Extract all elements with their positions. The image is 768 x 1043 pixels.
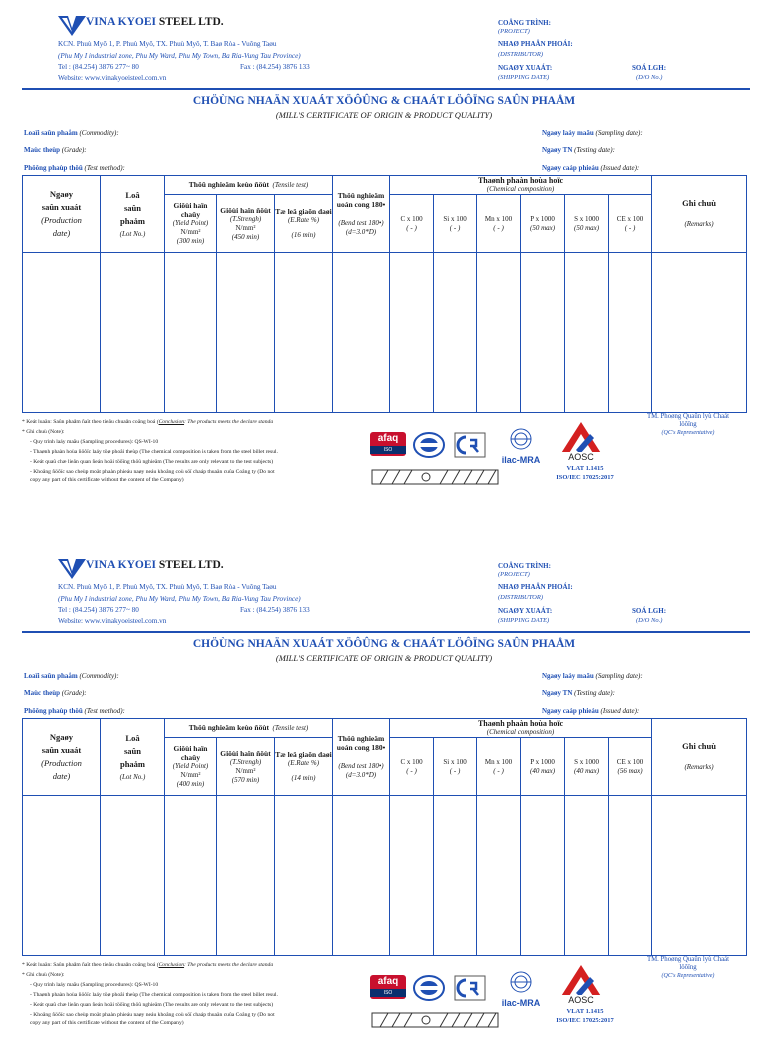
chem-si-cell[interactable] (434, 796, 477, 956)
chem-c-cell[interactable] (390, 796, 434, 956)
notes-block (22, 960, 382, 1028)
iso-standard: ISO/IEC 17025:2017 (556, 474, 614, 481)
note-header: * Ghi chuù (Note): (22, 429, 65, 435)
commodity-field: Loaïi saûn phaåm (Commodity): (24, 672, 119, 680)
chem-p-header: P x 1000 (50 max) (521, 195, 565, 253)
rebar-illustration-icon (370, 1009, 500, 1031)
project-label: COÂNG TRÌNH: (498, 19, 551, 27)
distributor-label: NHAØ PHAÂN PHOÁI: (498, 40, 573, 48)
remarks-cell[interactable] (652, 796, 747, 956)
testing-date-field: Ngaøy TN (Testing date): (542, 689, 615, 697)
iso-standard: ISO/IEC 17025:2017 (556, 1017, 614, 1024)
chem-p-cell[interactable] (521, 253, 565, 413)
chem-si-header: Si x 100 ( - ) (434, 738, 477, 796)
header-divider (22, 631, 750, 633)
certificate-subtitle: (MILL'S CERTIFICATE OF ORIGIN & PRODUCT QUALITY) (275, 653, 493, 663)
tensile-test-header: Thöû nghieäm keùo ñöùt (Tensile test) (165, 176, 333, 195)
certificate (0, 0, 768, 500)
afaq-logo-icon: afaq ISO (370, 432, 406, 456)
lot-number-cell[interactable] (101, 796, 165, 956)
yield-point-header: Giôùi haïn chaûy (Yield Point) N/mm² (400 min) (165, 738, 217, 796)
chem-p-header: P x 1000 (40 max) (521, 738, 565, 796)
note-line: - Quy trình laáy maãu (Sampling procedures): QS-WI-10 (30, 982, 159, 988)
shipping-date-label: NGAØY XUAÁT: (498, 64, 553, 72)
production-date-cell[interactable] (23, 253, 101, 413)
company-address-en: (Phu My I industrial zone, Phu My Ward, Phu My Town, Ba Ria-Vung Tau Province) (58, 595, 301, 603)
note-line: - Thaønh phaàn hoùa ñöôïc laáy töø phoâi theùp (The chemical composition is taken from the steel billet resul. (30, 449, 278, 455)
do-number-label: SOÁ LGH: (632, 64, 667, 72)
distributor-label-en: (DISTRIBUTOR) (498, 594, 544, 601)
company-website: Website: www.vinakyoeisteel.com.vn (58, 617, 167, 625)
distributor-label: NHAØ PHAÂN PHOÁI: (498, 583, 573, 591)
testing-date-field: Ngaøy TN (Testing date): (542, 146, 615, 154)
quacert-seal-icon (412, 975, 446, 1001)
shipping-date-label-en: (SHIPPING DATE) (498, 617, 550, 624)
chem-p-cell[interactable] (521, 796, 565, 956)
issued-date-field: Ngaøy caáp phieáu (Issued date): (542, 164, 640, 172)
note-line: - Quy trình laáy maãu (Sampling procedures): QS-WI-10 (30, 439, 159, 445)
yield-point-header: Giôùi haïn chaûy (Yield Point) N/mm² (300 min) (165, 195, 217, 253)
quality-table (22, 718, 747, 956)
conclusion-note: * Keát luaän: Saûn phaåm ñaït theo tieâu chuaån coâng boá (Conclusion: The products meets the declare standa (22, 962, 274, 968)
remarks-cell[interactable] (652, 253, 747, 413)
chem-si-cell[interactable] (434, 253, 477, 413)
quality-table (22, 175, 747, 413)
bend-test-cell[interactable] (333, 796, 390, 956)
company-address-vn: KCN. Phuù Myõ 1, P. Phuù Myõ, TX. Phuù Myõ, T. Baø Ròa - Vuõng Taøu (58, 583, 277, 591)
note-line: - Keát quaû chæ lieân quan ñeán hoäi töôïng thöû nghieäm (The results are only relevant to the test subjects) (30, 1002, 274, 1008)
chemical-composition-header: Thaønh phaàn hoùa hoïc (Chemical composition) (390, 719, 652, 738)
chem-s-header: S x 1000 (50 max) (565, 195, 609, 253)
table-data-row (23, 796, 747, 956)
company-website: Website: www.vinakyoeisteel.com.vn (58, 74, 167, 82)
lot-number-cell[interactable] (101, 253, 165, 413)
company-address-en: (Phu My I industrial zone, Phu My Ward, Phu My Town, Ba Ria-Vung Tau Province) (58, 52, 301, 60)
vina-kyoei-logo-icon (58, 559, 86, 579)
tensile-test-header: Thöû nghieäm keùo ñöùt (Tensile test) (165, 719, 333, 738)
chem-ce-cell[interactable] (609, 796, 652, 956)
commodity-field: Loaïi saûn phaåm (Commodity): (24, 129, 119, 137)
vlat-number: VLAT 1.1415 (566, 465, 604, 472)
note-line: - Khoâng ñöôïc sao cheùp moät phaàn phieáu naøy neáu khoâng coù söï chaáp thuaän cuûa Coâng ty (Do not (30, 469, 275, 475)
conclusion-note: * Keát luaän: Saûn phaåm ñaït theo tieâu chuaån coâng boá (Conclusion: The products meets the declare standa (22, 419, 274, 425)
chemical-composition-header: Thaønh phaàn hoùa hoïc (Chemical composition) (390, 176, 652, 195)
yield-point-cell[interactable] (165, 796, 217, 956)
quality-cr-mark-icon (454, 432, 486, 458)
shipping-date-label: NGAØY XUAÁT: (498, 607, 553, 615)
tensile-strength-cell[interactable] (217, 253, 275, 413)
shipping-date-label-en: (SHIPPING DATE) (498, 74, 550, 81)
chem-si-header: Si x 100 ( - ) (434, 195, 477, 253)
production-date-cell[interactable] (23, 796, 101, 956)
bend-test-header: Thöû nghieäm uoán cong 180• (Bend test 180•) (d=3.0*D) (333, 176, 390, 253)
qc-signature-block: TM. Phoøng Quaûn lyù Chaát löôïng (QC's Representative) (646, 413, 730, 436)
bend-test-header: Thöû nghieäm uoán cong 180• (Bend test 180•) (d=3.0*D) (333, 719, 390, 796)
remarks-header: Ghi chuù (Remarks) (652, 719, 747, 796)
chem-c-header: C x 100 ( - ) (390, 195, 434, 253)
project-label-en: (PROJECT) (498, 571, 530, 578)
chem-s-cell[interactable] (565, 253, 609, 413)
company-tel: Tel : (84.254) 3876 277~ 80 (58, 63, 139, 71)
remarks-header: Ghi chuù (Remarks) (652, 176, 747, 253)
chem-mn-header: Mn x 100 ( - ) (477, 738, 521, 796)
tensile-strength-header: Giôùi haïn ñöùt (T.Strengh) N/mm² (450 min) (217, 195, 275, 253)
test-method-field: Phöông phaùp thöû (Test method): (24, 164, 125, 172)
grade-field: Maùc theùp (Grade): (24, 689, 87, 697)
table-data-row (23, 253, 747, 413)
sampling-date-field: Ngaøy laáy maãu (Sampling date): (542, 129, 643, 137)
tensile-strength-cell[interactable] (217, 796, 275, 956)
chem-ce-header: CE x 100 ( - ) (609, 195, 652, 253)
do-number-label-en: (D/O No.) (636, 617, 663, 624)
qc-signature-block: TM. Phoøng Quaûn lyù Chaát löôïng (QC's Representative) (646, 956, 730, 979)
ilac-mra-logo-icon: ilac-MRA (494, 428, 548, 464)
chem-mn-cell[interactable] (477, 796, 521, 956)
elongation-header: Tæ leä giaõn daøi (E.Rate %) (16 min) (275, 195, 333, 253)
company-fax: Fax : (84.254) 3876 133 (240, 606, 310, 614)
chem-s-header: S x 1000 (40 max) (565, 738, 609, 796)
notes-block (22, 417, 382, 485)
note-line: - Thaønh phaàn hoùa ñöôïc laáy töø phoâi theùp (The chemical composition is taken from the steel billet resul. (30, 992, 278, 998)
lot-number-header: Loâ saûn phaåm (Lot No.) (101, 176, 165, 253)
chem-c-cell[interactable] (390, 253, 434, 413)
company-fax: Fax : (84.254) 3876 133 (240, 63, 310, 71)
chem-s-cell[interactable] (565, 796, 609, 956)
do-number-label: SOÁ LGH: (632, 607, 667, 615)
chem-mn-cell[interactable] (477, 253, 521, 413)
afaq-logo-icon: afaq ISO (370, 975, 406, 999)
company-name: VINA KYOEI STEEL LTD. (86, 559, 224, 571)
vina-kyoei-logo-icon (58, 16, 86, 36)
note-line: - Khoâng ñöôïc sao cheùp moät phaàn phieáu naøy neáu khoâng coù söï chaáp thuaän cuûa Coâng ty (Do not (30, 1012, 275, 1018)
elongation-cell[interactable] (275, 796, 333, 956)
chem-mn-header: Mn x 100 ( - ) (477, 195, 521, 253)
header-divider (22, 88, 750, 90)
project-label: COÂNG TRÌNH: (498, 562, 551, 570)
do-number-label-en: (D/O No.) (636, 74, 663, 81)
note-line: copy any part of this certificate without the content of the Company) (30, 1020, 184, 1026)
chem-ce-cell[interactable] (609, 253, 652, 413)
rebar-illustration-icon (370, 466, 500, 488)
lot-number-header: Loâ saûn phaåm (Lot No.) (101, 719, 165, 796)
company-tel: Tel : (84.254) 3876 277~ 80 (58, 606, 139, 614)
aosc-label: AOSC (555, 452, 607, 462)
vlat-number: VLAT 1.1415 (566, 1008, 604, 1015)
company-name: VINA KYOEI STEEL LTD. (86, 16, 224, 28)
yield-point-cell[interactable] (165, 253, 217, 413)
note-line: copy any part of this certificate without the content of the Company) (30, 477, 184, 483)
certificate-subtitle: (MILL'S CERTIFICATE OF ORIGIN & PRODUCT QUALITY) (275, 110, 493, 120)
ilac-mra-logo-icon: ilac-MRA (494, 971, 548, 1007)
production-date-header: Ngaøy saûn xuaát (Production date) (23, 719, 101, 796)
company-address-vn: KCN. Phuù Myõ 1, P. Phuù Myõ, TX. Phuù Myõ, T. Baø Ròa - Vuõng Taøu (58, 40, 277, 48)
quality-cr-mark-icon (454, 975, 486, 1001)
certificate-title: CHÖÙNG NHAÄN XUAÁT XÖÔÛNG & CHAÁT LÖÔÏNG SAÛN PHAÅM (192, 95, 576, 107)
sampling-date-field: Ngaøy laáy maãu (Sampling date): (542, 672, 643, 680)
aosc-label: AOSC (555, 995, 607, 1005)
bend-test-cell[interactable] (333, 253, 390, 413)
elongation-cell[interactable] (275, 253, 333, 413)
distributor-label-en: (DISTRIBUTOR) (498, 51, 544, 58)
chem-c-header: C x 100 ( - ) (390, 738, 434, 796)
tensile-strength-header: Giôùi haïn ñöùt (T.Strengh) N/mm² (570 min) (217, 738, 275, 796)
quacert-seal-icon (412, 432, 446, 458)
note-line: - Keát quaû chæ lieân quan ñeán hoäi töôïng thöû nghieäm (The results are only relevant to the test subjects) (30, 459, 274, 465)
project-label-en: (PROJECT) (498, 28, 530, 35)
issued-date-field: Ngaøy caáp phieáu (Issued date): (542, 707, 640, 715)
elongation-header: Tæ leä giaõn daøi (E.Rate %) (14 min) (275, 738, 333, 796)
chem-ce-header: CE x 100 (56 max) (609, 738, 652, 796)
grade-field: Maùc theùp (Grade): (24, 146, 87, 154)
certificate-title: CHÖÙNG NHAÄN XUAÁT XÖÔÛNG & CHAÁT LÖÔÏNG SAÛN PHAÅM (192, 638, 576, 650)
production-date-header: Ngaøy saûn xuaát (Production date) (23, 176, 101, 253)
certificate (0, 543, 768, 1043)
note-header: * Ghi chuù (Note): (22, 972, 65, 978)
test-method-field: Phöông phaùp thöû (Test method): (24, 707, 125, 715)
